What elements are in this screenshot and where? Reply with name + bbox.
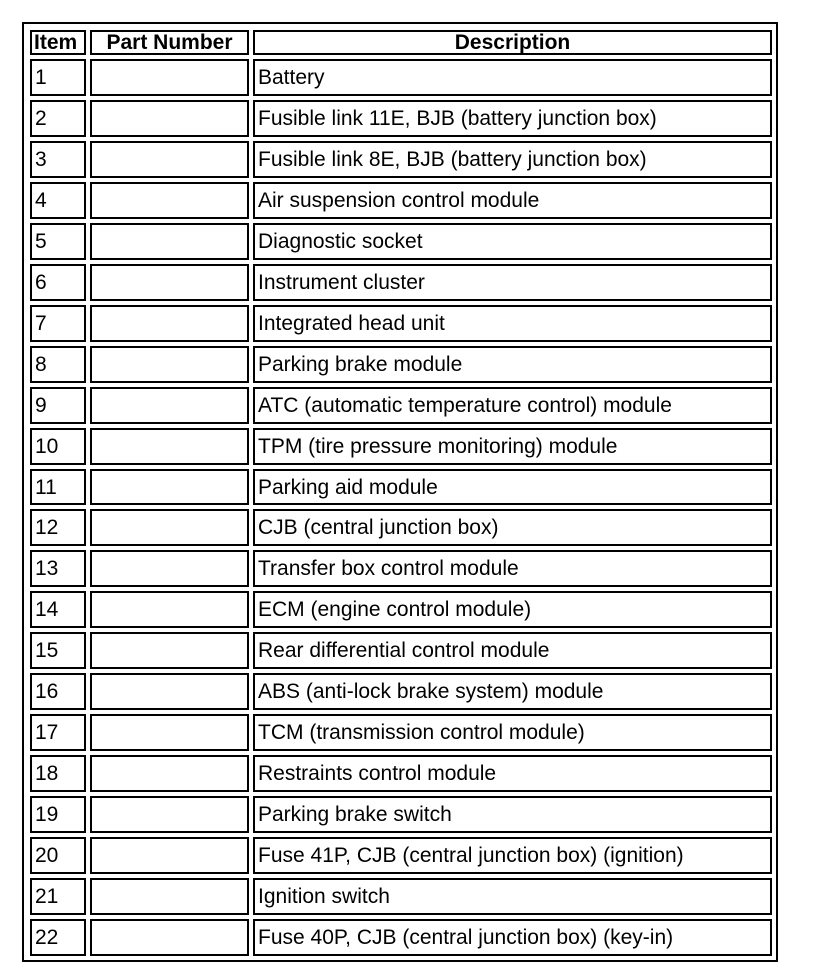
item-cell: 13 (30, 550, 86, 587)
table-row (30, 550, 772, 587)
table-row (30, 182, 772, 219)
parts-table-frame (22, 22, 778, 962)
table-row (30, 100, 772, 137)
table-row (30, 591, 772, 628)
item-cell: 8 (30, 346, 86, 383)
item-cell: 22 (30, 919, 86, 956)
part-number-cell (90, 755, 249, 792)
table-row (30, 509, 772, 546)
parts-table (26, 26, 776, 960)
part-number-cell (90, 387, 249, 424)
part-number-cell (90, 837, 249, 874)
item-cell: 11 (30, 469, 86, 506)
description-cell: TCM (transmission control module) (253, 714, 772, 751)
description-cell: Battery (253, 59, 772, 96)
description-cell: Fusible link 11E, BJB (battery junction box) (253, 100, 772, 137)
item-cell: 14 (30, 591, 86, 628)
table-row (30, 837, 772, 874)
description-cell: Ignition switch (253, 878, 772, 915)
table-row (30, 632, 772, 669)
item-cell: 3 (30, 141, 86, 178)
part-number-cell (90, 264, 249, 301)
item-cell: 21 (30, 878, 86, 915)
table-row (30, 141, 772, 178)
part-number-cell (90, 591, 249, 628)
table-row (30, 264, 772, 301)
item-cell: 2 (30, 100, 86, 137)
description-cell: Diagnostic socket (253, 223, 772, 260)
description-cell: CJB (central junction box) (253, 509, 772, 546)
table-row (30, 305, 772, 342)
item-cell: 12 (30, 509, 86, 546)
part-number-cell (90, 632, 249, 669)
part-number-cell (90, 919, 249, 956)
description-cell: Instrument cluster (253, 264, 772, 301)
description-cell: Parking aid module (253, 469, 772, 506)
description-cell: Restraints control module (253, 755, 772, 792)
part-number-cell (90, 346, 249, 383)
description-cell: Parking brake module (253, 346, 772, 383)
column-header-description: Description (253, 30, 772, 55)
item-cell: 20 (30, 837, 86, 874)
part-number-cell (90, 305, 249, 342)
table-row (30, 346, 772, 383)
table-row (30, 714, 772, 751)
part-number-cell (90, 796, 249, 833)
description-cell: Parking brake switch (253, 796, 772, 833)
part-number-cell (90, 182, 249, 219)
description-cell: Rear differential control module (253, 632, 772, 669)
item-cell: 15 (30, 632, 86, 669)
part-number-cell (90, 878, 249, 915)
table-row (30, 919, 772, 956)
table-row (30, 223, 772, 260)
table-row (30, 387, 772, 424)
header-row (30, 30, 772, 55)
item-cell: 19 (30, 796, 86, 833)
table-row (30, 878, 772, 915)
part-number-cell (90, 509, 249, 546)
part-number-cell (90, 550, 249, 587)
table-row (30, 755, 772, 792)
description-cell: Fuse 40P, CJB (central junction box) (key-in) (253, 919, 772, 956)
description-cell: ABS (anti-lock brake system) module (253, 673, 772, 710)
description-cell: TPM (tire pressure monitoring) module (253, 428, 772, 465)
part-number-cell (90, 673, 249, 710)
item-cell: 10 (30, 428, 86, 465)
part-number-cell (90, 714, 249, 751)
table-row (30, 673, 772, 710)
description-cell: Fuse 41P, CJB (central junction box) (ignition) (253, 837, 772, 874)
table-header (30, 30, 772, 55)
table-row (30, 59, 772, 96)
column-header-item: Item (30, 30, 86, 55)
item-cell: 5 (30, 223, 86, 260)
description-cell: Integrated head unit (253, 305, 772, 342)
part-number-cell (90, 469, 249, 506)
column-header-part-number: Part Number (90, 30, 249, 55)
item-cell: 18 (30, 755, 86, 792)
part-number-cell (90, 59, 249, 96)
table-row (30, 428, 772, 465)
table-row (30, 796, 772, 833)
part-number-cell (90, 141, 249, 178)
item-cell: 1 (30, 59, 86, 96)
part-number-cell (90, 100, 249, 137)
part-number-cell (90, 428, 249, 465)
item-cell: 4 (30, 182, 86, 219)
item-cell: 16 (30, 673, 86, 710)
description-cell: ECM (engine control module) (253, 591, 772, 628)
description-cell: ATC (automatic temperature control) module (253, 387, 772, 424)
item-cell: 6 (30, 264, 86, 301)
part-number-cell (90, 223, 249, 260)
table-row (30, 469, 772, 506)
description-cell: Air suspension control module (253, 182, 772, 219)
item-cell: 17 (30, 714, 86, 751)
item-cell: 7 (30, 305, 86, 342)
table-body (30, 59, 772, 956)
item-cell: 9 (30, 387, 86, 424)
description-cell: Fusible link 8E, BJB (battery junction box) (253, 141, 772, 178)
description-cell: Transfer box control module (253, 550, 772, 587)
